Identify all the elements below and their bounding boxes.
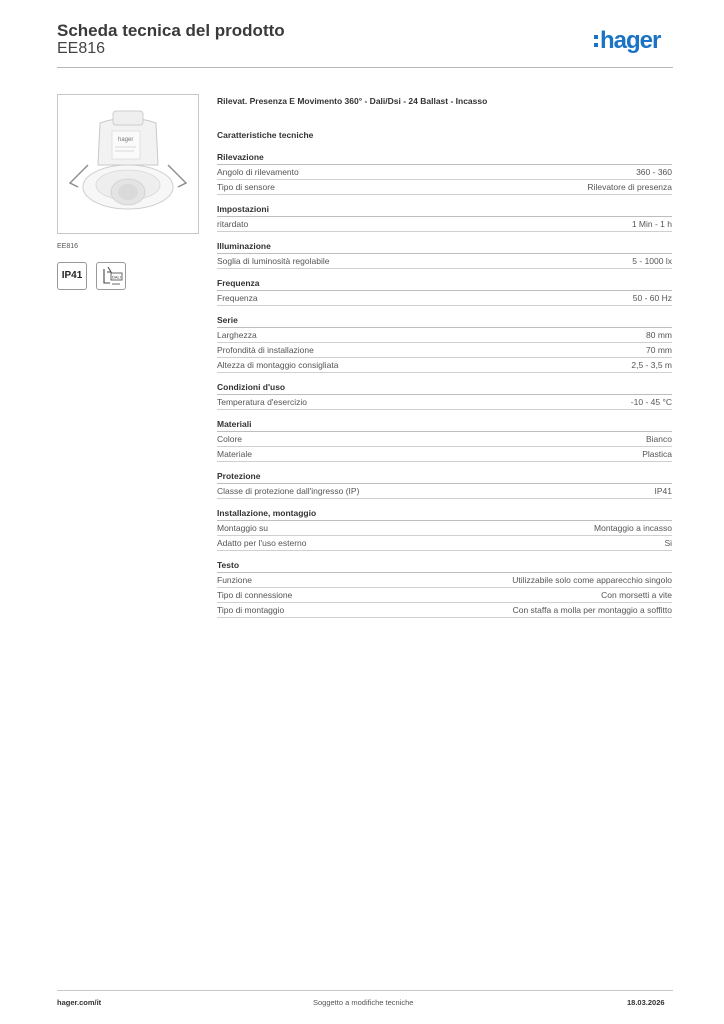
image-brand-text: hager (118, 137, 134, 143)
spec-value: Con staffa a molla per montaggio a soffitto (512, 605, 672, 615)
spec-row (217, 573, 672, 588)
dali-badge (96, 262, 126, 290)
footer-divider (57, 990, 673, 991)
spec-value: 1 Min - 1 h (631, 219, 672, 229)
spec-value: Montaggio a incasso (594, 523, 672, 533)
spec-key: ritardato (217, 219, 249, 229)
spec-key: Materiale (217, 449, 252, 459)
spec-section (217, 152, 672, 195)
spec-value: -10 - 45 °C (630, 397, 672, 407)
spec-key: Tipo di montaggio (217, 605, 285, 615)
spec-section-title: Protezione (217, 471, 672, 484)
spec-section-title: Testo (217, 560, 672, 573)
spec-value: Si (664, 538, 672, 548)
spec-row (217, 358, 672, 373)
spec-section-title: Impostazioni (217, 204, 672, 217)
spec-key: Altezza di montaggio consigliata (217, 360, 339, 370)
product-image-label: EE816 (57, 243, 79, 250)
spec-row (217, 588, 672, 603)
spec-section (217, 315, 672, 373)
spec-value: 80 mm (646, 330, 672, 340)
spec-section-title: Serie (217, 315, 672, 328)
spec-row (217, 328, 672, 343)
spec-row (217, 603, 672, 618)
spec-value: Rilevatore di presenza (587, 182, 672, 192)
product-code: EE816 (57, 40, 106, 57)
spec-row (217, 536, 672, 551)
footer-note: Soggetto a modifiche tecniche (313, 998, 414, 1007)
spec-row (217, 395, 672, 410)
spec-row (217, 521, 672, 536)
page-title: Scheda tecnica del prodotto (57, 21, 285, 40)
spec-section-title: Installazione, montaggio (217, 508, 672, 521)
spec-row (217, 343, 672, 358)
spec-key: Profondità di installazione (217, 345, 314, 355)
spec-section (217, 241, 672, 269)
spec-row (217, 180, 672, 195)
dali-text: DALI (112, 274, 121, 280)
spec-section (217, 471, 672, 499)
spec-row (217, 447, 672, 462)
spec-value: 70 mm (646, 345, 672, 355)
spec-key: Colore (217, 434, 243, 444)
spec-section (217, 508, 672, 551)
product-description: Rilevat. Presenza E Movimento 360° - Dali/Dsi - 24 Ballast - Incasso (217, 96, 488, 106)
spec-key: Temperatura d'esercizio (217, 397, 307, 407)
spec-section (217, 278, 672, 306)
spec-value: Utilizzabile solo come apparecchio singolo (512, 575, 672, 585)
spec-value: 2,5 - 3,5 m (631, 360, 672, 370)
spec-section-title: Materiali (217, 419, 672, 432)
spec-key: Soglia di luminosità regolabile (217, 256, 330, 266)
spec-value: Bianco (646, 434, 672, 444)
spec-section (217, 419, 672, 462)
spec-value: 360 - 360 (636, 167, 672, 177)
spec-section-title: Condizioni d'uso (217, 382, 672, 395)
dali-icon (97, 263, 125, 289)
specs-heading: Caratteristiche tecniche (217, 130, 314, 140)
spec-key: Angolo di rilevamento (217, 167, 299, 177)
spec-row (217, 291, 672, 306)
spec-value: 50 - 60 Hz (632, 293, 672, 303)
header-divider (57, 67, 673, 68)
logo-dot (594, 35, 598, 39)
logo-dot (594, 43, 598, 47)
spec-table (217, 152, 672, 627)
spec-key: Montaggio su (217, 523, 269, 533)
spec-key: Adatto per l'uso esterno (217, 538, 307, 548)
spec-row (217, 217, 672, 232)
spec-key: Tipo di sensore (217, 182, 275, 192)
spec-row (217, 432, 672, 447)
spec-key: Classe di protezione dall'ingresso (IP) (217, 486, 360, 496)
spec-value: Plastica (642, 449, 672, 459)
spec-value: 5 - 1000 lx (632, 256, 672, 266)
spec-section (217, 204, 672, 232)
footer-website-link[interactable]: hager.com/it (57, 998, 102, 1007)
spec-key: Funzione (217, 575, 252, 585)
spec-row (217, 165, 672, 180)
spec-key: Tipo di connessione (217, 590, 293, 600)
footer-date: 18.03.2026 (627, 998, 665, 1007)
ip-rating-badge: IP41 (57, 262, 87, 290)
motion-sensor-illustration (58, 95, 198, 233)
product-image (57, 94, 199, 234)
spec-section (217, 382, 672, 410)
spec-key: Larghezza (217, 330, 257, 340)
spec-section-title: Rilevazione (217, 152, 672, 165)
spec-key: Frequenza (217, 293, 258, 303)
spec-section-title: Frequenza (217, 278, 672, 291)
spec-section-title: Illuminazione (217, 241, 672, 254)
logo-wordmark: hager (600, 27, 661, 54)
spec-row (217, 484, 672, 499)
spec-value: IP41 (654, 486, 672, 496)
spec-row (217, 254, 672, 269)
spec-value: Con morsetti a vite (601, 590, 672, 600)
spec-section (217, 560, 672, 618)
